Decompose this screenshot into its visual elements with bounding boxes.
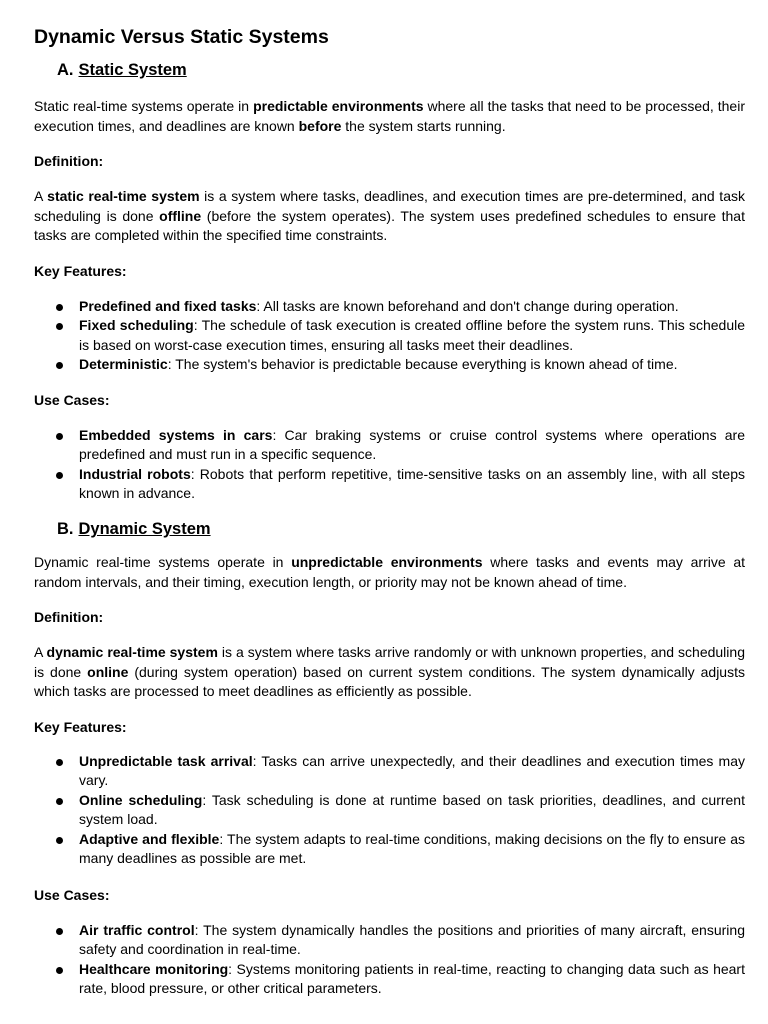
text-run: is a system where tasks, deadlines, and execution times are pre-determined, and task scheduling is done — [34, 188, 745, 224]
bullet-icon — [56, 323, 63, 330]
list-item — [34, 791, 745, 830]
dynamic-intro-paragraph — [34, 553, 745, 592]
bold-run: Deterministic — [79, 356, 168, 373]
static-definition-label: Definition: — [34, 153, 104, 169]
bold-run: Adaptive and flexible — [79, 830, 220, 847]
text-run: is a system where tasks arrive randomly or with unknown properties, and scheduling is done — [34, 644, 745, 680]
page-title: Dynamic Versus Static Systems — [34, 26, 329, 48]
bold-run: Predefined and fixed tasks — [79, 298, 257, 314]
dynamic-features-list — [34, 752, 745, 868]
bullet-icon — [56, 967, 63, 974]
bold-run: Healthcare monitoring — [79, 960, 229, 977]
bullet-icon — [56, 928, 63, 935]
text-run: : Robots that perform repetitive, time-sensitive tasks on an assembly line, with all steps known in advance. — [79, 465, 745, 502]
bullet-icon — [56, 304, 63, 311]
dynamic-usecases-list — [34, 921, 745, 999]
bold-run: Fixed scheduling — [79, 317, 194, 334]
text-run: : The system dynamically handles the positions and priorities of many aircraft, ensuring safety and coordination in real-time. — [79, 922, 745, 958]
bullet-icon — [56, 837, 63, 844]
list-item — [34, 426, 745, 465]
bullet-icon — [56, 798, 63, 805]
bullet-icon — [56, 472, 63, 479]
section-heading-dynamic — [57, 519, 211, 539]
bold-run: Online scheduling — [79, 791, 203, 808]
bullet-icon — [56, 362, 63, 369]
bold-run: Unpredictable task arrival — [79, 753, 253, 769]
section-letter: B. — [57, 520, 74, 538]
bold-run: online — [87, 663, 129, 680]
bullet-icon — [56, 433, 63, 440]
text-run: where all the tasks that need to be processed, their execution times, and deadlines are known — [34, 98, 745, 134]
bold-run: offline — [159, 207, 202, 224]
dynamic-features-label: Key Features: — [34, 719, 127, 735]
bold-run: Embedded systems in cars — [79, 427, 273, 443]
dynamic-definition-paragraph — [34, 643, 745, 702]
bold-run: before — [298, 117, 342, 134]
static-definition-paragraph — [34, 187, 745, 246]
bullet-icon — [56, 759, 63, 766]
static-usecases-list — [34, 426, 745, 504]
section-heading-static — [57, 60, 187, 80]
text-run: : All tasks are known beforehand and don't change during operation. — [256, 298, 679, 314]
text-run: Static real-time systems operate in — [34, 98, 254, 114]
text-run: : Car braking systems or cruise control systems where operations are predefined and must run in a specific sequence. — [79, 427, 746, 463]
bold-run: static real-time system — [47, 188, 200, 204]
list-item — [34, 752, 745, 791]
section-title: Dynamic System — [78, 520, 211, 538]
dynamic-usecases-label: Use Cases: — [34, 887, 110, 903]
static-features-label: Key Features: — [34, 263, 127, 279]
list-item — [34, 465, 745, 504]
bold-run: unpredictable environments — [291, 554, 483, 570]
list-item — [34, 297, 745, 316]
dynamic-definition-label: Definition: — [34, 609, 104, 625]
text-run: : The schedule of task execution is created offline before the system runs. This schedule is based on worst-case execution times, ensuring all tasks meet their deadlines. — [79, 317, 745, 353]
static-intro-paragraph — [34, 97, 745, 136]
text-run: (during system operation) based on current system conditions. The system dynamically adjusts which tasks are processed to meet deadlines as efficiently as possible. — [34, 663, 745, 700]
text-run: : Systems monitoring patients in real-time, reacting to changing data such as heart rate, blood pressure, or other critical parameters. — [79, 960, 745, 997]
list-item — [34, 355, 745, 374]
text-run: the system starts running. — [341, 117, 506, 134]
text-run: A — [34, 644, 47, 660]
bold-run: Air traffic control — [79, 922, 195, 938]
list-item — [34, 921, 745, 960]
text-run: A — [34, 188, 48, 204]
section-letter: A. — [57, 61, 74, 79]
text-run: : The system's behavior is predictable because everything is known ahead of time. — [167, 356, 678, 373]
text-run: : The system adapts to real-time conditions, making decisions on the fly to ensure as many deadlines as possible are met. — [79, 830, 745, 867]
bold-run: dynamic real-time system — [46, 644, 218, 660]
list-item — [34, 316, 745, 355]
bold-run: predictable environments — [253, 98, 424, 114]
static-usecases-label: Use Cases: — [34, 392, 110, 408]
text-run: Dynamic real-time systems operate in — [34, 554, 292, 570]
text-run: : Task scheduling is done at runtime based on task priorities, deadlines, and current system load. — [79, 791, 745, 828]
section-title: Static System — [78, 61, 187, 79]
text-run: : Tasks can arrive unexpectedly, and their deadlines and execution times may vary. — [79, 753, 745, 789]
text-run: where tasks and events may arrive at random intervals, and their timing, execution length, or priority may not be known ahead of time. — [34, 554, 746, 590]
list-item — [34, 960, 745, 999]
text-run: (before the system operates). The system uses predefined schedules to ensure that tasks are completed within the specified time constraints. — [34, 207, 745, 244]
bold-run: Industrial robots — [79, 465, 191, 482]
list-item — [34, 830, 745, 869]
static-features-list — [34, 297, 745, 375]
